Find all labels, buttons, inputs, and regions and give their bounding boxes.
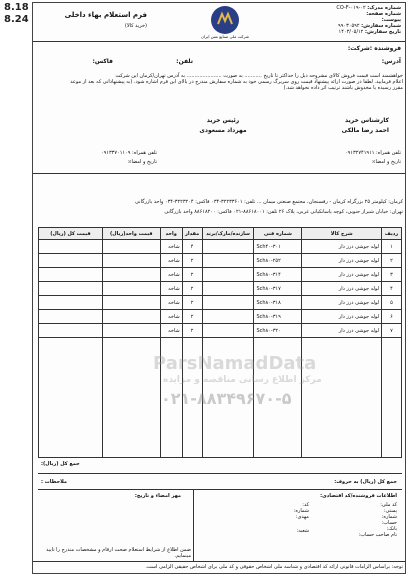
purchase-expert-name: احمد رضا مالکی: [341, 127, 389, 134]
supplier-company: فروشنده :شرکت:: [347, 45, 401, 52]
seller-bank: بانک:: [386, 526, 397, 532]
meta-doc-no: شماره مدرک: CO-F-۰۱۹-۰۲: [336, 5, 401, 11]
meta-attachment: پیوست:: [381, 17, 401, 23]
footer-note: توجه: براساس الزامات قانونی ارائه کد اقتصادی و شناسه ملی اشخاص حقوقی و کد ملی برای اشخاص حقیقی الزامی است.: [145, 564, 403, 570]
meta-page-no: شماره صفحه:: [366, 11, 401, 17]
head-date: تاریخ و امضاء:: [127, 159, 157, 165]
seller-number: شماره:: [381, 514, 397, 520]
table-row: ۴ لوله جوشی درز دار Sch۸۰-۳۱۷ ۲ شاخه: [39, 282, 402, 296]
col-maker: سازنده/مارک/برند: [202, 228, 254, 240]
table-header-row: [39, 228, 402, 240]
col-unit-price: قیمت واحد(ریال): [102, 228, 160, 240]
watermark-subtitle: مرکز اطلاع رسانی مناقصه و مزایده: [163, 375, 322, 385]
request-text: خواهشمند است قیمت فروش کالای مشروحه ذیل را حداکثر تا تاریخ ........... به صورت ...................... به آدرس تهران/کرمان این شرکت اعلام فرمایید. لطفا در صورت ارائه پیشنهاد قیمت روی سربرگ رسمی خود به شماره سفارش مندرج در بالای این فرم اشاره شود. (به پیشنهاداتی که بعد از موعد مقرر رسیده یا مخدوش باشند ترتیب اثر داده نخواهد شد.): [70, 73, 403, 91]
table-row: ۵ لوله جوشی درز دار Sch۸۰-۳۱۸ ۲ شاخه: [39, 296, 402, 310]
purchase-expert-title: کارشناس خرید: [345, 117, 389, 124]
side-number-2: 8.24: [4, 14, 29, 25]
seller-extra-fields: کد: شماره: مهدی: شعبه:: [293, 502, 309, 534]
watermark-phone: ۰۲۱-۸۸۳۴۹۶۷۰-۵: [161, 389, 292, 408]
col-tech-number: شماره فنی: [254, 228, 302, 240]
seal-signature-label: مهر امضاء و تاریخ:: [134, 493, 181, 499]
table-row: ۶ لوله جوشی درز دار Sch۸۰-۳۱۹ ۲ شاخه: [39, 310, 402, 324]
table-row: ۲ لوله جوشی درز دار Sch۸۰-۲۵۲ ۲ شاخه: [39, 254, 402, 268]
address-kerman: کرمان: کیلومتر ۲۵ بزرگراه کرمان - رفسنجان، مجتمع صنعتی میمان ... تلفن: ۳۲۲۳۳۶۰۱-۰۳۴ فاکس: ۳۲۲۳۲۰۴-۰۳۴ واحد بازرگانی: [135, 199, 403, 205]
meta-order-date: تاریخ سفارش: ۱۴۰۳/۰۵/۱۲: [338, 29, 401, 35]
watermark-brand: ParsNamadData: [153, 353, 317, 374]
seller-national-id: کد ملی:: [380, 502, 397, 508]
table-row: ۳ لوله جوشی درز دار Sch۸۰-۳۱۴ ۲ شاخه: [39, 268, 402, 282]
col-row: ردیف: [382, 228, 402, 240]
supplier-phone: تلفن:: [176, 58, 193, 65]
col-qty: مقدار: [182, 228, 202, 240]
total-sum-label: جمع کل (ریال):: [41, 461, 80, 467]
company-logo: [211, 6, 239, 34]
expert-phone: تلفن همراه: ۰۹۱۳۲۷۴۱۹۱۱: [344, 150, 401, 156]
seller-fields: [337, 502, 397, 538]
form-subtitle: (خرید کالا): [124, 23, 147, 29]
form-title: فرم استعلام بهاء داخلی: [64, 11, 147, 19]
col-total-price: قیمت کل (ریال): [39, 228, 103, 240]
head-phone: تلفن همراه: ۰۹۱۳۳۷۰۱۱۰۹: [100, 150, 157, 156]
col-unit: واحد: [160, 228, 182, 240]
supplier-address: آدرس:: [381, 58, 401, 65]
seller-account-owner: نام صاحب حساب:: [358, 532, 397, 538]
address-tehran: تهران: خیابان شیراز جنوبی، کوچه یاسانکیانی غربی، پلاک ۲۶ تلفن: ۸۸۶۱۸۰۰۱-۰۲۱ فاکس: ۸۸۶۱۸۲۰۰ واحد بازرگانی: [164, 209, 403, 215]
notes-label: ملاحظات :: [41, 479, 68, 485]
purchase-head-name: مهرداد مسعودی: [199, 127, 247, 134]
seller-info-heading: اطلاعات فروشنده/کد اقتصادی:: [320, 493, 397, 499]
supplier-fax: فاکس:: [92, 58, 113, 65]
table-row: ۷ لوله جوشی درز دار Sch۸۰-۳۲۰ ۲ شاخه: [39, 324, 402, 338]
side-margin: [0, 0, 32, 576]
confirm-text: ضمن اطلاع از شرایط استعلام صحت ارقام و مشخصات مندرج را تایید مینمایم.: [46, 547, 191, 559]
document-page: [32, 2, 406, 574]
expert-date: تاریخ و امضاء:: [371, 159, 401, 165]
total-words-label: جمع کل (ریال) به حروف:: [334, 479, 397, 485]
col-description: شرح کالا: [302, 228, 382, 240]
side-number-1: 8.18: [4, 2, 29, 13]
meta-order-no: شماره سفارش: ۹۹۰۳۰۵۹۲: [338, 23, 401, 29]
purchase-head-title: رئیس خرید: [206, 117, 240, 124]
logo-caption: شرکت ملی صنایع مس ایران: [200, 34, 250, 39]
items-table: [38, 227, 402, 458]
table-row: ۱ لوله جوشی درز دار Sch۴۰-۳۰۱ ۴ شاخه: [39, 240, 402, 254]
order-meta: [331, 5, 401, 35]
seller-postal: پستی:: [383, 508, 397, 514]
seller-account: حساب:: [381, 520, 397, 526]
